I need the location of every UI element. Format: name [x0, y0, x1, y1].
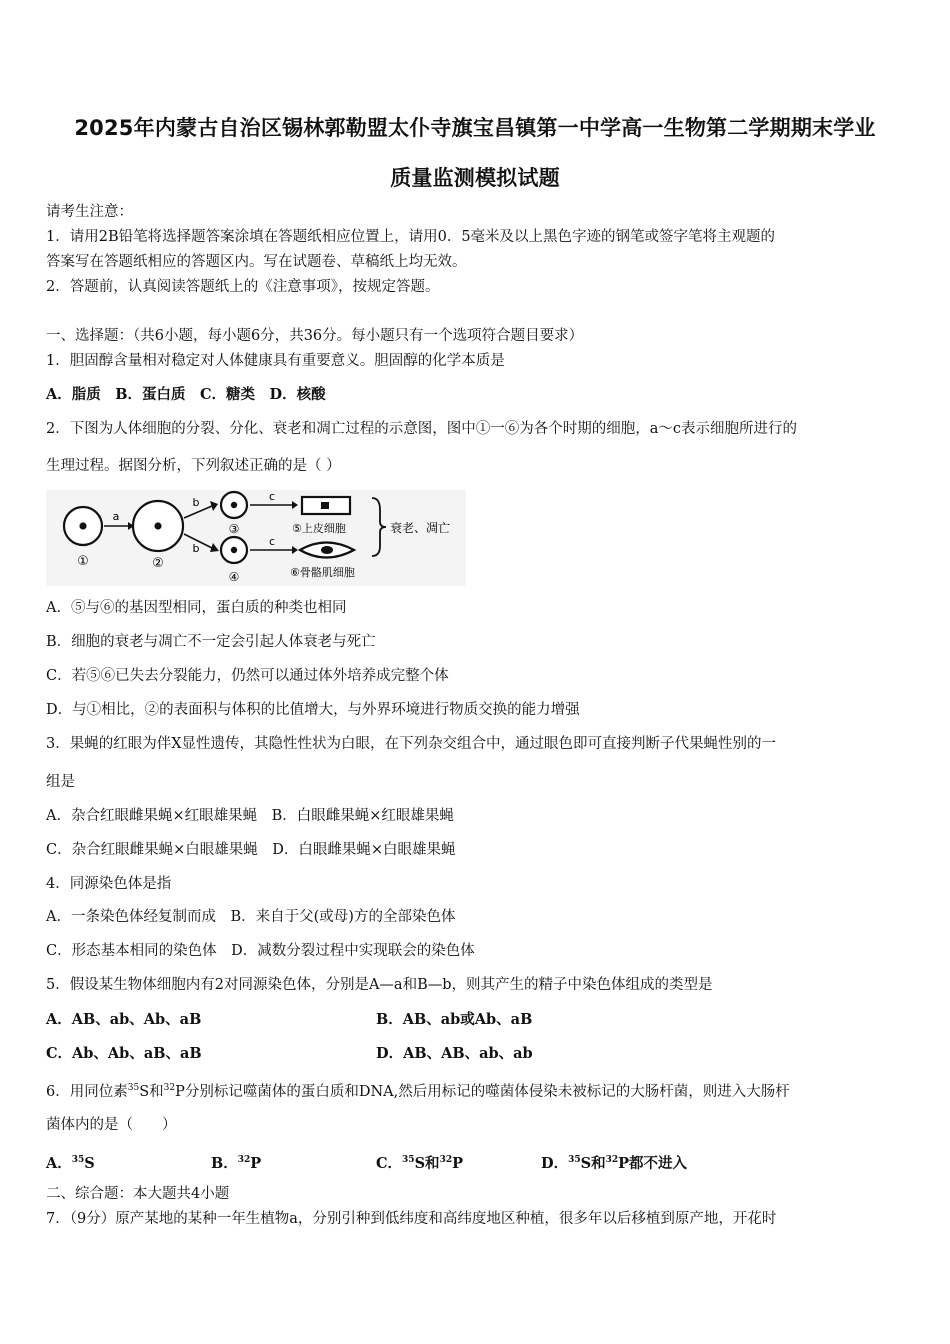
- q7-stem: 7．（9分）原产某地的某种一年生植物a，分别引种到低纬度和高纬度地区种植，很多年以后移植到原产地，开花时: [46, 1211, 777, 1227]
- q6-stem-b: 菌体内的是（ ）: [46, 1117, 177, 1133]
- q2-option-a: A．⑤与⑥的基因型相同，蛋白质的种类也相同: [46, 600, 347, 616]
- label-cell-1: ①: [77, 554, 89, 569]
- q5-option-b: B．AB、ab或Ab、aB: [376, 1011, 533, 1028]
- q5-option-a: A．AB、ab、Ab、aB: [46, 1011, 202, 1028]
- q6-option-a: A．$^{35}$S: [46, 1155, 95, 1172]
- cell-4-nucleus: [231, 547, 237, 553]
- q5-stem: 5．假设某生物体细胞内有2对同源染色体，分别是A—a和B—b，则其产生的精子中染色体组成的类型是: [46, 977, 713, 993]
- section-1-heading: 一、选择题：（共6小题，每小题6分，共36分。每小题只有一个选项符合题目要求）: [46, 328, 584, 344]
- q2-stem-a: 2．下图为人体细胞的分裂、分化、衰老和凋亡过程的示意图，图中①一⑥为各个时期的细胞，a～c表示细胞所进行的: [46, 421, 797, 437]
- label-process-b-lower: b: [192, 542, 200, 555]
- q5-option-d: D．AB、AB、ab、ab: [376, 1045, 533, 1062]
- cell-6-nucleus: [321, 546, 333, 554]
- q6-option-c: C．$^{35}$S和$^{32}$P: [376, 1155, 463, 1172]
- q6-stem-post: P分别标记噬菌体的蛋白质和DNA,然后用标记的噬菌体侵染未被标记的大肠杆菌，则进入大肠杆: [175, 1084, 790, 1100]
- q4-options-ab: A．一条染色体经复制而成 B．来自于父(或母)方的全部染色体: [46, 909, 456, 925]
- q4-stem: 4．同源染色体是指: [46, 876, 172, 892]
- cell-3-nucleus: [231, 502, 237, 508]
- q3-stem-a: 3．果蝇的红眼为伴X显性遗传，其隐性性状为白眼，在下列杂交组合中，通过眼色即可直接判断子代果蝇性别的一: [46, 736, 777, 752]
- notice-item-1b: 答案写在答题纸相应的答题区内。写在试题卷、草稿纸上均无效。: [46, 254, 467, 270]
- q5-option-c: C．Ab、Ab、aB、aB: [46, 1045, 202, 1062]
- label-process-a: a: [112, 510, 120, 523]
- q3-options-cd: C．杂合红眼雌果蝇×白眼雄果蝇 D．白眼雌果蝇×白眼雄果蝇: [46, 842, 456, 858]
- q6-stem-a: [46, 1078, 790, 1102]
- q1-options: A．脂质 B．蛋白质 C．糖类 D．核酸: [46, 386, 326, 403]
- cell-1-nucleus: [79, 522, 86, 529]
- cell-2-nucleus: [154, 522, 161, 529]
- q6-option-d: D．$^{35}$S和$^{32}$P都不进入: [541, 1155, 688, 1172]
- q6-sup-32: 32: [163, 1083, 176, 1093]
- label-process-c-upper: c: [268, 490, 276, 503]
- cell-5-nucleus: [321, 502, 329, 509]
- notice-item-2: 2．答题前，认真阅读答题纸上的《注意事项》，按规定答题。: [46, 279, 440, 295]
- q1-stem: 1．胆固醇含量相对稳定对人体健康具有重要意义。胆固醇的化学本质是: [46, 353, 505, 369]
- q2-option-c: C．若⑤⑥已失去分裂能力，仍然可以通过体外培养成完整个体: [46, 668, 449, 684]
- q6-sup-35: 35: [127, 1083, 140, 1093]
- q2-option-d: D．与①相比，②的表面积与体积的比值增大，与外界环境进行物质交换的能力增强: [46, 702, 580, 718]
- q6-option-b: B．$^{32}$P: [211, 1155, 262, 1172]
- q6-stem-pre: 6．用同位素: [46, 1084, 128, 1100]
- section-2-heading: 二、综合题：本大题共4小题: [46, 1186, 230, 1202]
- label-cell-4: ④: [228, 570, 240, 584]
- q3-options-ab: A．杂合红眼雌果蝇×红眼雄果蝇 B．白眼雌果蝇×红眼雄果蝇: [46, 808, 454, 824]
- q2-option-b: B．细胞的衰老与凋亡不一定会引起人体衰老与死亡: [46, 634, 376, 650]
- exam-title-line-2: 质量监测模拟试题: [390, 166, 560, 190]
- label-process-c-lower: c: [268, 535, 276, 548]
- q3-stem-b: 组是: [46, 774, 75, 790]
- exam-title-line-1: 2025年内蒙古自治区锡林郭勒盟太仆寺旗宝昌镇第一中学高一生物第二学期期末学业: [74, 116, 876, 140]
- label-process-b-upper: b: [192, 496, 200, 509]
- label-cell-3: ③: [228, 522, 240, 536]
- label-aging-apoptosis: 衰老、凋亡: [390, 521, 451, 535]
- notice-item-1a: 1．请用2B铅笔将选择题答案涂填在答题纸相应位置上，请用0．5毫米及以上黑色字迹的钢笔或签字笔将主观题的: [46, 229, 776, 245]
- label-cell-6: ⑥骨骼肌细胞: [290, 566, 355, 579]
- q6-s-and: S和: [139, 1084, 164, 1100]
- label-cell-5: ⑤上皮细胞: [292, 522, 346, 535]
- q4-options-cd: C．形态基本相同的染色体 D．减数分裂过程中实现联会的染色体: [46, 943, 475, 959]
- cell-process-diagram: [46, 490, 466, 586]
- q2-stem-b: 生理过程。据图分析，下列叙述正确的是（ ）: [46, 458, 341, 474]
- label-cell-2: ②: [152, 556, 164, 571]
- notice-heading: 请考生注意：: [46, 204, 133, 220]
